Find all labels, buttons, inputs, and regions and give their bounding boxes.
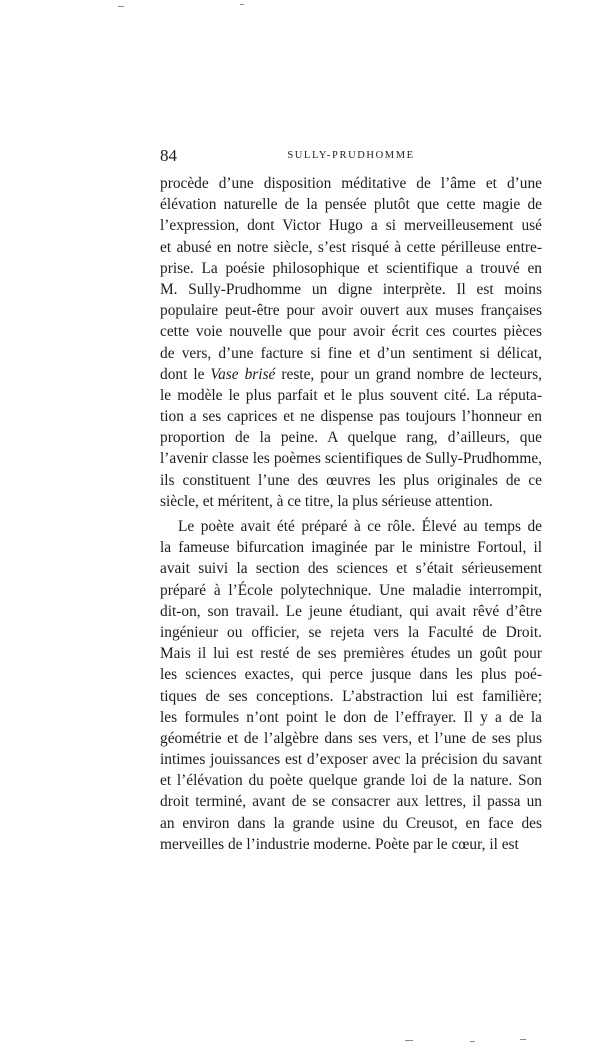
text-line: les formules n’ont point le don de l’effrayer. Il y a de la [160, 708, 542, 726]
text-line [160, 364, 542, 385]
paragraph [160, 516, 542, 855]
scan-speck [240, 4, 244, 5]
body-text [160, 173, 542, 855]
text-run: reste, pour un grand nombre de lecteurs, [275, 365, 542, 383]
running-title: SULLY-PRUDHOMME [287, 150, 415, 161]
text-line: prise. La poésie philosophique et scientifique a trouvé en [160, 259, 542, 277]
text-line: Mais il lui est resté de ses premières études un goût pour [160, 645, 542, 663]
italic-title: Vase brisé [210, 365, 276, 383]
text-line: droit terminé, avant de se consacrer aux lettres, il passa un [160, 793, 542, 811]
text-line: Le poète avait été préparé à ce rôle. Élevé au temps de [178, 518, 542, 535]
text-line: l’avenir classe les poèmes scientifiques de Sully-Prudhomme, [160, 450, 542, 468]
text-line: et l’élévation du poète quelque grande loi de la nature. Son [160, 772, 542, 790]
text-line: le modèle le plus parfait et le plus souvent cité. La réputa- [160, 386, 542, 404]
text-line: M. Sully-Prudhomme un digne interprète. Il est moins [160, 280, 542, 298]
text-line: intimes jouissances est d’exposer avec la précision du savant [160, 751, 542, 769]
paragraph [160, 173, 542, 512]
text-line: la fameuse bifurcation imaginée par le ministre Fortoul, il [160, 539, 542, 557]
text-line: ils constituent l’une des œuvres les plus originales de ce [160, 471, 542, 489]
scan-speck [118, 6, 124, 7]
text-line: avait suivi la section des sciences et s’était sérieusement [160, 560, 542, 578]
page-number: 84 [160, 146, 177, 165]
running-head [160, 146, 542, 168]
text-line: merveilles de l’industrie moderne. Poète par le cœur, il est [160, 835, 519, 853]
text-line: siècle, et méritent, à ce titre, la plus sérieuse attention. [160, 492, 493, 510]
text-line: populaire peut-être pour avoir ouvert aux muses françaises [160, 302, 542, 320]
text-line: de vers, d’une facture si fine et d’un sentiment si délicat, [160, 344, 542, 362]
text-line: dit-on, son travail. Le jeune étudiant, qui avait rêvé d’être [160, 602, 542, 620]
text-line: élévation naturelle de la pensée plutôt que cette magie de [160, 196, 542, 214]
text-line: cette voie nouvelle que pour avoir écrit ces courtes pièces [160, 323, 542, 341]
text-line: les sciences exactes, qui perce jusque dans les plus poé- [160, 666, 542, 684]
text-line: an environ dans la grande usine du Creusot, en face des [160, 814, 542, 832]
text-line: et abusé en notre siècle, s’est risqué à cette périlleuse entre- [160, 238, 542, 256]
text-line: géométrie et de l’algèbre dans ses vers, et l’une de ses plus [160, 729, 542, 747]
text-line: ingénieur ou officier, se rejeta vers la Faculté de Droit. [160, 623, 542, 641]
text-line: proportion de la peine. A quelque rang, d’ailleurs, que [160, 429, 542, 447]
text-line: préparé à l’École polytechnique. Une maladie interrompit, [160, 581, 542, 599]
text-line: l’expression, dont Victor Hugo a si merveilleusement usé [160, 217, 542, 235]
scan-speck [470, 1041, 475, 1042]
text-line: tion a ses caprices et ne dispense pas toujours l’honneur en [160, 408, 542, 426]
scan-speck [405, 1040, 413, 1041]
text-line: procède d’une disposition méditative de l’âme et d’une [160, 175, 542, 192]
scan-speck [520, 1039, 526, 1040]
text-line: tiques de ses conceptions. L’abstraction lui est familière; [160, 687, 542, 705]
text-run: dont le [160, 365, 211, 383]
